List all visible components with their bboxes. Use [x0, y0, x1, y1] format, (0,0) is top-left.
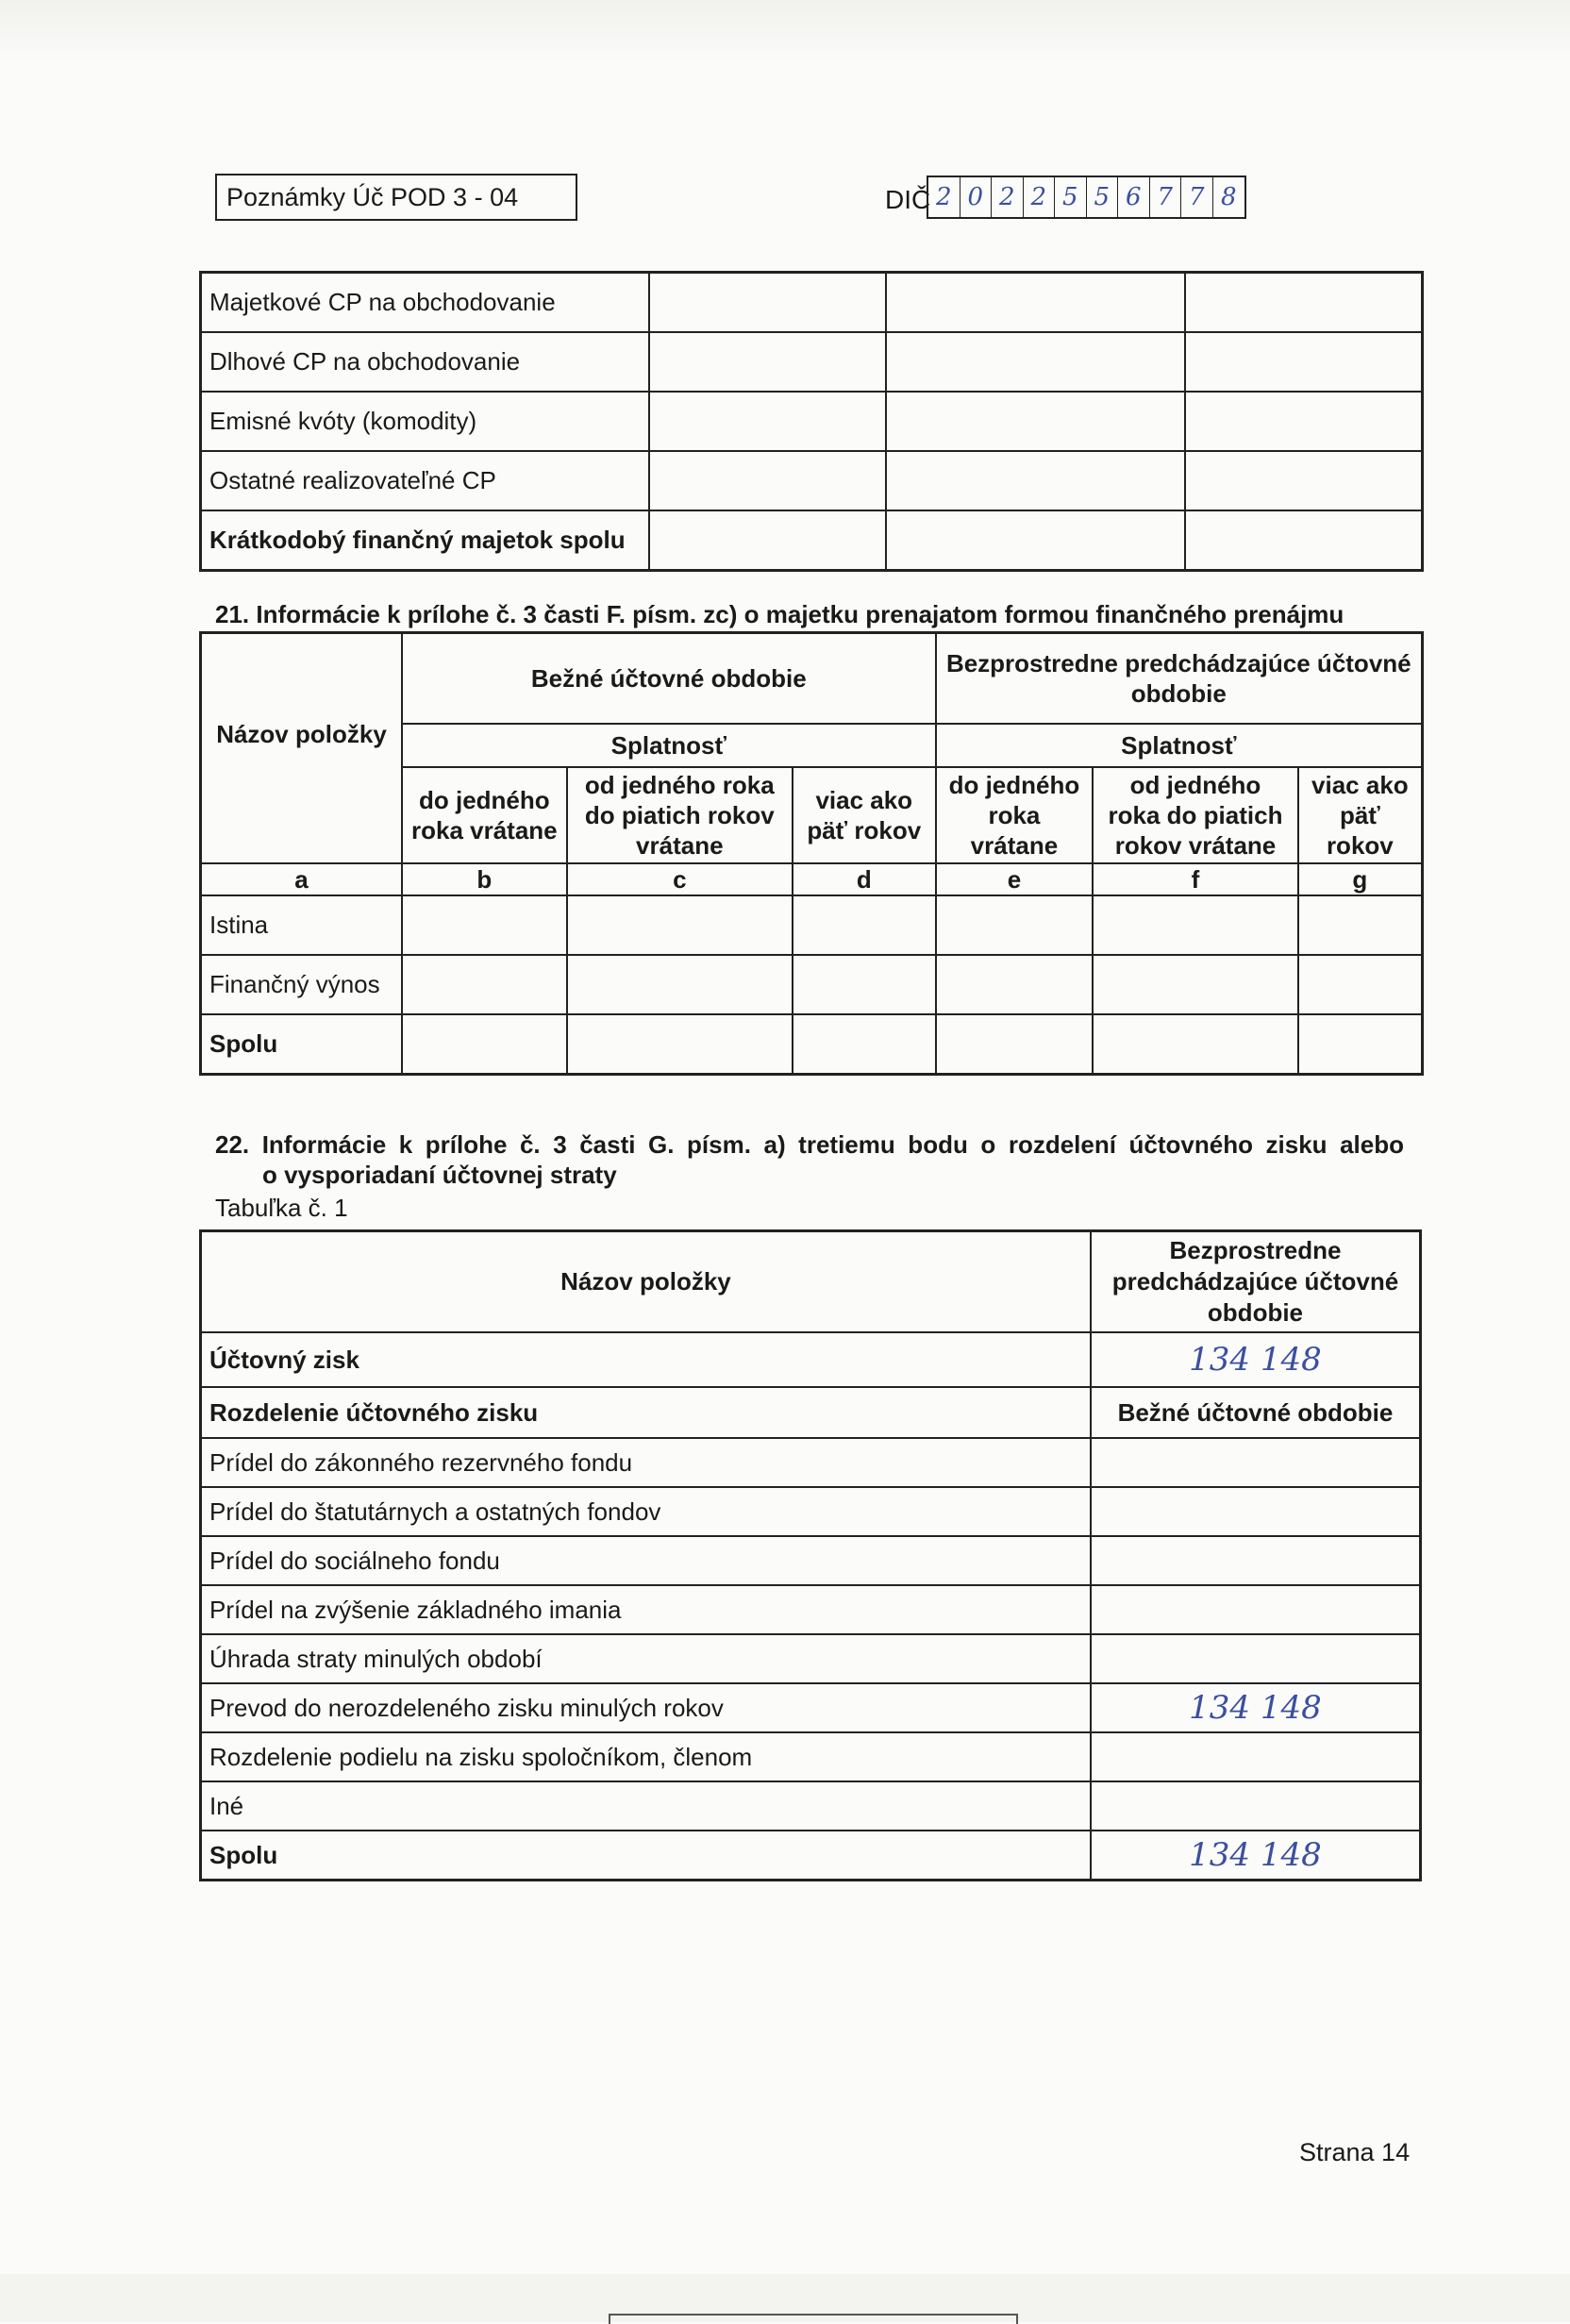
col-name-header: Názov položky — [201, 633, 402, 864]
value-cell — [886, 392, 1185, 451]
section-22-title — [215, 1129, 1404, 1190]
value-cell — [936, 895, 1094, 955]
column-letter: f — [1093, 863, 1297, 895]
value-cell — [1091, 1487, 1421, 1536]
table-row — [201, 1683, 1421, 1732]
table-row — [201, 1634, 1421, 1683]
value-cell — [886, 510, 1185, 571]
table-row — [201, 1781, 1421, 1831]
column-letter: b — [402, 863, 567, 895]
section-21-title: 21. Informácie k prílohe č. 3 časti F. písm. zc) o majetku prenajatom formou finančného prenájmu — [215, 600, 1345, 628]
table-row — [201, 510, 1423, 571]
table-row — [201, 1438, 1421, 1487]
dic-digit: 8 — [1220, 183, 1237, 211]
value-cell — [1091, 1438, 1421, 1487]
value-cell — [402, 895, 567, 955]
dic-digit: 5 — [1087, 177, 1119, 217]
row-label: Prevod do nerozdeleného zisku minulých rokov — [201, 1683, 1091, 1732]
dic-label: DIČ — [885, 185, 931, 214]
dic-digit: 2 — [928, 177, 960, 217]
value-cell — [1091, 1781, 1421, 1831]
row-label: Finančný výnos — [201, 955, 402, 1014]
value-cell — [886, 332, 1185, 392]
value-cell — [886, 273, 1185, 333]
scan-top-edge — [0, 0, 1570, 64]
value-cell — [1185, 332, 1422, 392]
table-row — [201, 1831, 1421, 1881]
table-row — [201, 332, 1423, 392]
value-cell — [567, 1014, 793, 1075]
row-label: Spolu — [201, 1831, 1091, 1881]
value-cell: 134 148 — [1091, 1683, 1421, 1732]
maturity-header-previous: Splatnosť — [936, 724, 1423, 767]
distribution-label: Rozdelenie účtovného zisku — [201, 1387, 1091, 1438]
form-code-box — [215, 174, 577, 221]
column-letter: a — [201, 863, 402, 895]
value-cell — [567, 955, 793, 1014]
value-cell — [649, 392, 886, 451]
value-cell — [649, 273, 886, 333]
value-cell — [649, 510, 886, 571]
short-term-financial-assets-table — [199, 271, 1424, 572]
value-cell — [793, 955, 936, 1014]
column-letter: e — [936, 863, 1094, 895]
table-row — [201, 955, 1423, 1014]
table-label: Tabuľka č. 1 — [215, 1194, 348, 1222]
value-cell — [1185, 273, 1422, 333]
dic-digit: 0 — [960, 177, 993, 217]
row-label: Prídel do zákonného rezervného fondu — [201, 1438, 1091, 1487]
value-cell — [793, 895, 936, 955]
value-cell — [1091, 1585, 1421, 1634]
row-label: Emisné kvóty (komodity) — [201, 392, 649, 451]
column-letter: c — [567, 863, 793, 895]
row-label: Prídel do štatutárnych a ostatných fondov — [201, 1487, 1091, 1536]
row-label: Prídel do sociálneho fondu — [201, 1536, 1091, 1585]
finance-lease-table — [199, 631, 1424, 1076]
table-row — [201, 1732, 1421, 1781]
section-22-title-line2: o vysporiadaní účtovnej straty — [262, 1161, 617, 1189]
dic-digit: 2 — [992, 177, 1024, 217]
previous-period-header: Bezprostredne predchádzajúce účtovné obdobie — [936, 633, 1423, 725]
dic-digit: 6 — [1118, 177, 1150, 217]
row-label: Dlhové CP na obchodovanie — [201, 332, 649, 392]
section-22-title-line1: 22. Informácie k prílohe č. 3 časti G. písm. a) tretiemu bodu o rozdelení účtovného zisku alebo — [215, 1130, 1404, 1159]
sub-previous-1: do jedného roka vrátane — [936, 767, 1094, 863]
table-row — [201, 1536, 1421, 1585]
value-cell — [649, 451, 886, 510]
form-code-label: Poznámky Úč POD 3 - 04 — [226, 183, 519, 211]
row-label: Istina — [201, 895, 402, 955]
table-row — [201, 392, 1423, 451]
distribution-col-header: Bežné účtovné obdobie — [1091, 1387, 1421, 1438]
scan-artifact — [609, 2314, 1018, 2324]
sub-current-1: do jedného roka vrátane — [402, 767, 567, 863]
value-cell — [1091, 1634, 1421, 1683]
row-label: Krátkodobý finančný majetok spolu — [201, 510, 649, 571]
value-cell — [402, 955, 567, 1014]
sub-current-3: viac ako päť rokov — [793, 767, 936, 863]
table-row — [201, 1487, 1421, 1536]
value-cell — [1093, 955, 1297, 1014]
sub-previous-2: od jedného roka do piatich rokov vrátane — [1093, 767, 1297, 863]
profit-label: Účtovný zisk — [201, 1332, 1091, 1387]
value-cell — [1091, 1536, 1421, 1585]
value-cell — [936, 1014, 1094, 1075]
value-cell — [1185, 392, 1422, 451]
value-cell — [1298, 895, 1423, 955]
row-label: Spolu — [201, 1014, 402, 1075]
dic-digit-boxes — [927, 176, 1246, 219]
sub-current-2: od jedného roka do piatich rokov vrátane — [567, 767, 793, 863]
row-label: Úhrada straty minulých období — [201, 1634, 1091, 1683]
row-label: Rozdelenie podielu na zisku spoločníkom, členom — [201, 1732, 1091, 1781]
dic-digit: 7 — [1181, 177, 1213, 217]
value-cell — [1298, 1014, 1423, 1075]
dic-digit: 2 — [1024, 177, 1056, 217]
row-label: Iné — [201, 1781, 1091, 1831]
value-cell — [886, 451, 1185, 510]
profit-value: 134 148 — [1091, 1332, 1421, 1387]
column-letter: d — [793, 863, 936, 895]
value-cell: 134 148 — [1091, 1831, 1421, 1881]
value-cell — [793, 1014, 936, 1075]
value-cell — [1091, 1732, 1421, 1781]
table-row — [201, 895, 1423, 955]
page-number: Strana 14 — [1299, 2138, 1411, 2166]
dic-digit: 5 — [1055, 177, 1087, 217]
row-label: Prídel na zvýšenie základného imania — [201, 1585, 1091, 1634]
value-cell — [567, 895, 793, 955]
row-label: Ostatné realizovateľné CP — [201, 451, 649, 510]
maturity-header-current: Splatnosť — [402, 724, 936, 767]
t3-col-name-header: Názov položky — [201, 1231, 1091, 1333]
value-cell — [1093, 895, 1297, 955]
value-cell — [1185, 510, 1422, 571]
value-cell — [1093, 1014, 1297, 1075]
table-row — [201, 273, 1423, 333]
table-row — [201, 451, 1423, 510]
table-row — [201, 1585, 1421, 1634]
value-cell — [1298, 955, 1423, 1014]
value-cell — [1185, 451, 1422, 510]
value-cell — [402, 1014, 567, 1075]
value-cell — [936, 955, 1094, 1014]
t3-col-previous-header: Bezprostredne predchádzajúce účtovné obdobie — [1091, 1231, 1421, 1333]
value-cell — [649, 332, 886, 392]
row-label: Majetkové CP na obchodovanie — [201, 273, 649, 333]
table-row — [201, 1014, 1423, 1075]
profit-distribution-table — [199, 1229, 1422, 1881]
column-letter: g — [1298, 863, 1423, 895]
dic-digit: 7 — [1150, 177, 1182, 217]
sub-previous-3: viac ako päť rokov — [1298, 767, 1423, 863]
current-period-header: Bežné účtovné obdobie — [402, 633, 936, 725]
